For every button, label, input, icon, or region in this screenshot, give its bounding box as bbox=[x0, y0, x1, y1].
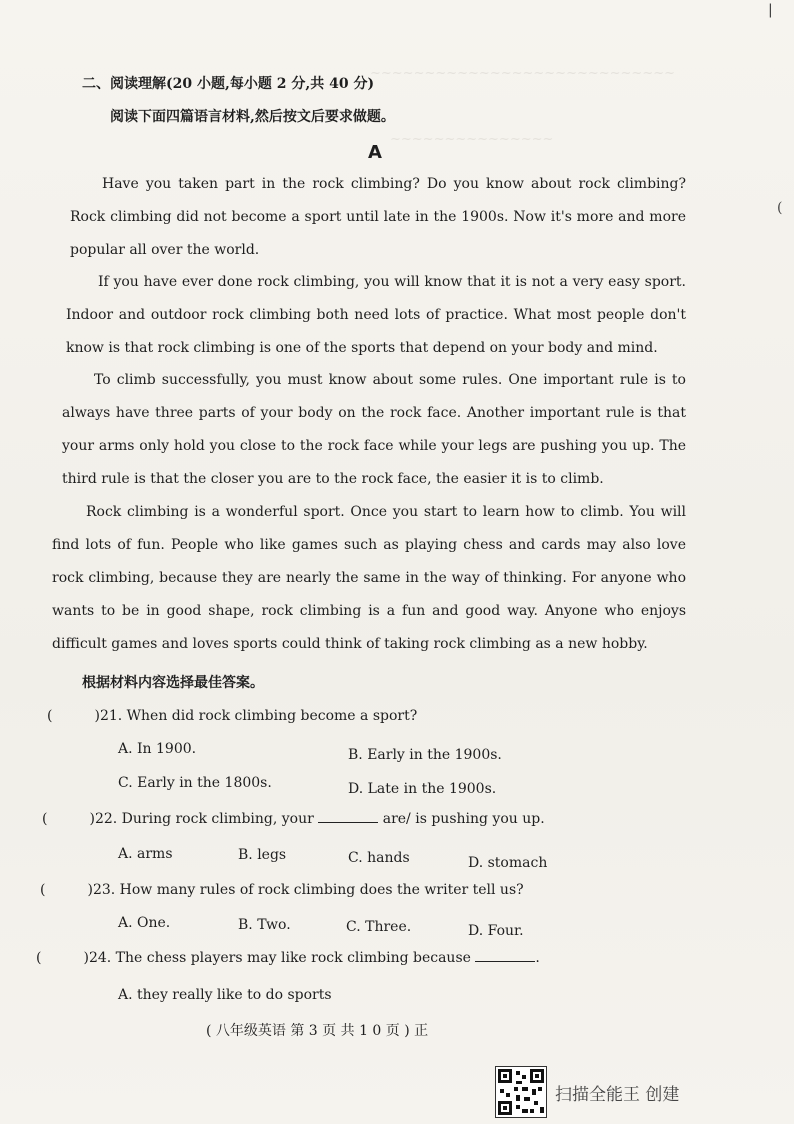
corner-mark: | bbox=[768, 2, 773, 18]
question-21 bbox=[47, 708, 417, 724]
answer-bracket-open: ( bbox=[47, 708, 53, 724]
option-a: A. In 1900. bbox=[118, 741, 197, 757]
question-text: 24. The chess players may like rock climbing because bbox=[88, 950, 471, 966]
questions-instruction: 根据材料内容选择最佳答案。 bbox=[82, 675, 264, 691]
edge-bracket: ( bbox=[777, 200, 783, 216]
option-c: C. Early in the 1800s. bbox=[118, 775, 272, 791]
question-24 bbox=[36, 950, 540, 966]
passage-label: A bbox=[368, 142, 382, 163]
answer-bracket-close: ) bbox=[83, 950, 89, 966]
option-b: B. Early in the 1900s. bbox=[348, 747, 502, 763]
question-22 bbox=[42, 811, 545, 827]
qr-code-icon bbox=[495, 1066, 547, 1118]
fill-blank bbox=[318, 812, 378, 823]
option-a: A. they really like to do sports bbox=[118, 987, 332, 1003]
passage-paragraph: Have you taken part in the rock climbing? Do you know about rock climbing? Rock climbing did not become a sport until late in the 1900s. Now it's more and more popular all over the world. bbox=[70, 176, 686, 258]
bleed-through-text: ~~~~~~~~~~~~~~~ bbox=[390, 132, 554, 147]
option-b: B. Two. bbox=[238, 917, 291, 933]
option-c: C. hands bbox=[348, 850, 410, 866]
question-text: . bbox=[535, 950, 540, 966]
answer-bracket-open: ( bbox=[40, 882, 46, 898]
question-text: 23. How many rules of rock climbing does the writer tell us? bbox=[92, 882, 524, 898]
option-d: D. Late in the 1900s. bbox=[348, 781, 497, 797]
scanner-watermark: 扫描全能王 创建 bbox=[555, 1085, 680, 1105]
question-23 bbox=[40, 882, 524, 898]
passage-paragraph: Rock climbing is a wonderful sport. Once you start to learn how to climb. You will find lots of fun. People who like games such as playing chess and cards may also love rock climbing, because they are nearly the same in the way of thinking. For anyone who wants to be in good shape, rock climbing is a fun and good way. Anyone who enjoys difficult games and loves sports could think of taking rock climbing as a new hobby. bbox=[52, 504, 686, 652]
option-c: C. Three. bbox=[346, 919, 412, 935]
option-a: A. One. bbox=[118, 915, 171, 931]
option-b: B. legs bbox=[238, 847, 287, 863]
passage-paragraph: To climb successfully, you must know about some rules. One important rule is to always have three parts of your body on the rock face. Another important rule is that your arms only hold you close to the rock face while your legs are pushing you up. The third rule is that the closer you are to the rock face, the easier it is to climb. bbox=[62, 372, 686, 487]
option-d: D. stomach bbox=[468, 855, 548, 871]
option-d: D. Four. bbox=[468, 923, 524, 939]
answer-bracket-close: ) bbox=[94, 708, 100, 724]
question-text: are/ is pushing you up. bbox=[382, 811, 545, 827]
question-text: 22. During rock climbing, your bbox=[94, 811, 314, 827]
question-text: 21. When did rock climbing become a sport? bbox=[99, 708, 418, 724]
answer-bracket-open: ( bbox=[42, 811, 48, 827]
page-footer: ( 八年级英语 第 3 页 共 1 0 页 ) 正 bbox=[206, 1023, 429, 1039]
answer-bracket-close: ) bbox=[87, 882, 93, 898]
answer-bracket-open: ( bbox=[36, 950, 42, 966]
section-instruction: 阅读下面四篇语言材料,然后按文后要求做题。 bbox=[110, 109, 395, 125]
answer-bracket-close: ) bbox=[89, 811, 95, 827]
option-a: A. arms bbox=[118, 846, 173, 862]
bleed-through-text: ~~~~~~~~~~~~~~~~~~~~~~~~~~~~ bbox=[370, 66, 675, 81]
section-title: 二、阅读理解(20 小题,每小题 2 分,共 40 分) bbox=[82, 76, 375, 92]
passage-paragraph: If you have ever done rock climbing, you will know that it is not a very easy sport. Indoor and outdoor rock climbing both need lots of practice. What most people don't know is that rock climbing is one of the sports that depend on your body and mind. bbox=[66, 274, 686, 356]
fill-blank bbox=[475, 951, 535, 962]
